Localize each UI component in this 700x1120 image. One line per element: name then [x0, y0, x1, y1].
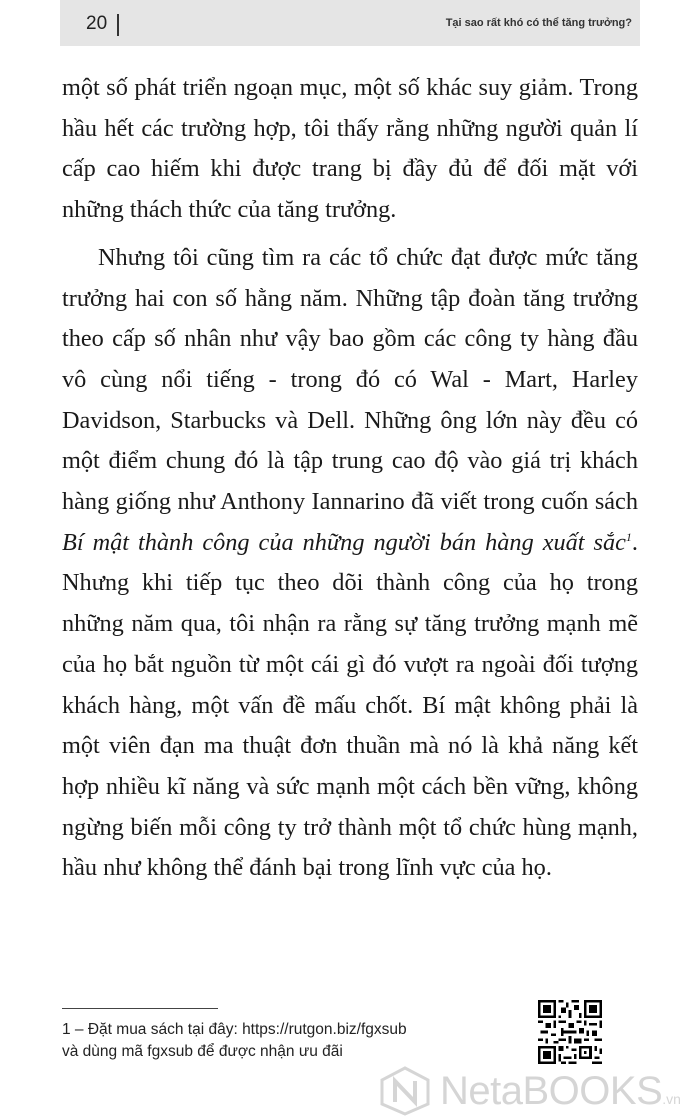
netabooks-watermark: [378, 1066, 698, 1116]
header-divider: [117, 14, 119, 36]
paragraph-1: một số phát triển ngoạn mục, một số khác suy giảm. Trong hầu hết các trường hợp, tôi thấy rằng những người quản lí cấp cao hiếm khi được trang bị đầy đủ để đối mặt với những thách thức của tăng trưởng.: [62, 74, 638, 224]
page-header: [60, 0, 640, 46]
netabooks-logo-icon: [378, 1066, 432, 1116]
watermark-text: [440, 1069, 681, 1114]
footnote: [62, 1019, 532, 1063]
footnote-reference: 1: [625, 529, 632, 544]
footnote-line-1: 1 – Đặt mua sách tại đây: https://rutgon.biz/fgxsub: [62, 1021, 407, 1038]
paragraph-2-text-before: Nhưng tôi cũng tìm ra các tổ chức đạt được mức tăng trưởng hai con số hằng năm. Những tập đoàn tăng trưởng theo cấp số nhân như vậy bao gồm các công ty hàng đầu vô cùng nổi tiếng - trong đó có Wal - Mart, Harley Davidson, Starbucks và Dell. Những ông lớn này đều có một điểm chung đó là tập trung cao độ vào giá trị khách hàng giống như Anthony Iannarino đã viết trong cuốn sách: [62, 243, 638, 516]
watermark-brand: NetaBOOKS: [440, 1069, 663, 1113]
book-title: Bí mật thành công của những người bán hàng xuất sắc: [62, 528, 626, 556]
paragraph-2-text-after: . Nhưng khi tiếp tục theo dõi thành công của họ trong những năm qua, tôi nhận ra rằng sự tăng trưởng mạnh mẽ của họ bắt nguồn từ một cái gì đó vượt ra ngoài đối tượng khách hàng, một vấn đề mấu chốt. Bí mật không phải là một viên đạn ma thuật đơn thuần mà nó là khả năng kết hợp nhiều kĩ năng và sức mạnh một cách bền vững, không ngừng biến mỗi công ty trở thành một tổ chức hùng mạnh, hầu như không thể đánh bại trong lĩnh vực của họ.: [62, 528, 638, 882]
paragraph-2: [62, 238, 638, 889]
qr-code-icon: [538, 1000, 602, 1064]
footnote-line-2: và dùng mã fgxsub để được nhận ưu đãi: [62, 1043, 343, 1060]
watermark-suffix: .vn: [662, 1091, 681, 1107]
page-number: 20: [86, 13, 108, 34]
running-title: Tại sao rất khó có thể tăng trưởng?: [445, 17, 632, 29]
body-text: [62, 68, 638, 889]
footnote-divider: [62, 1008, 218, 1009]
